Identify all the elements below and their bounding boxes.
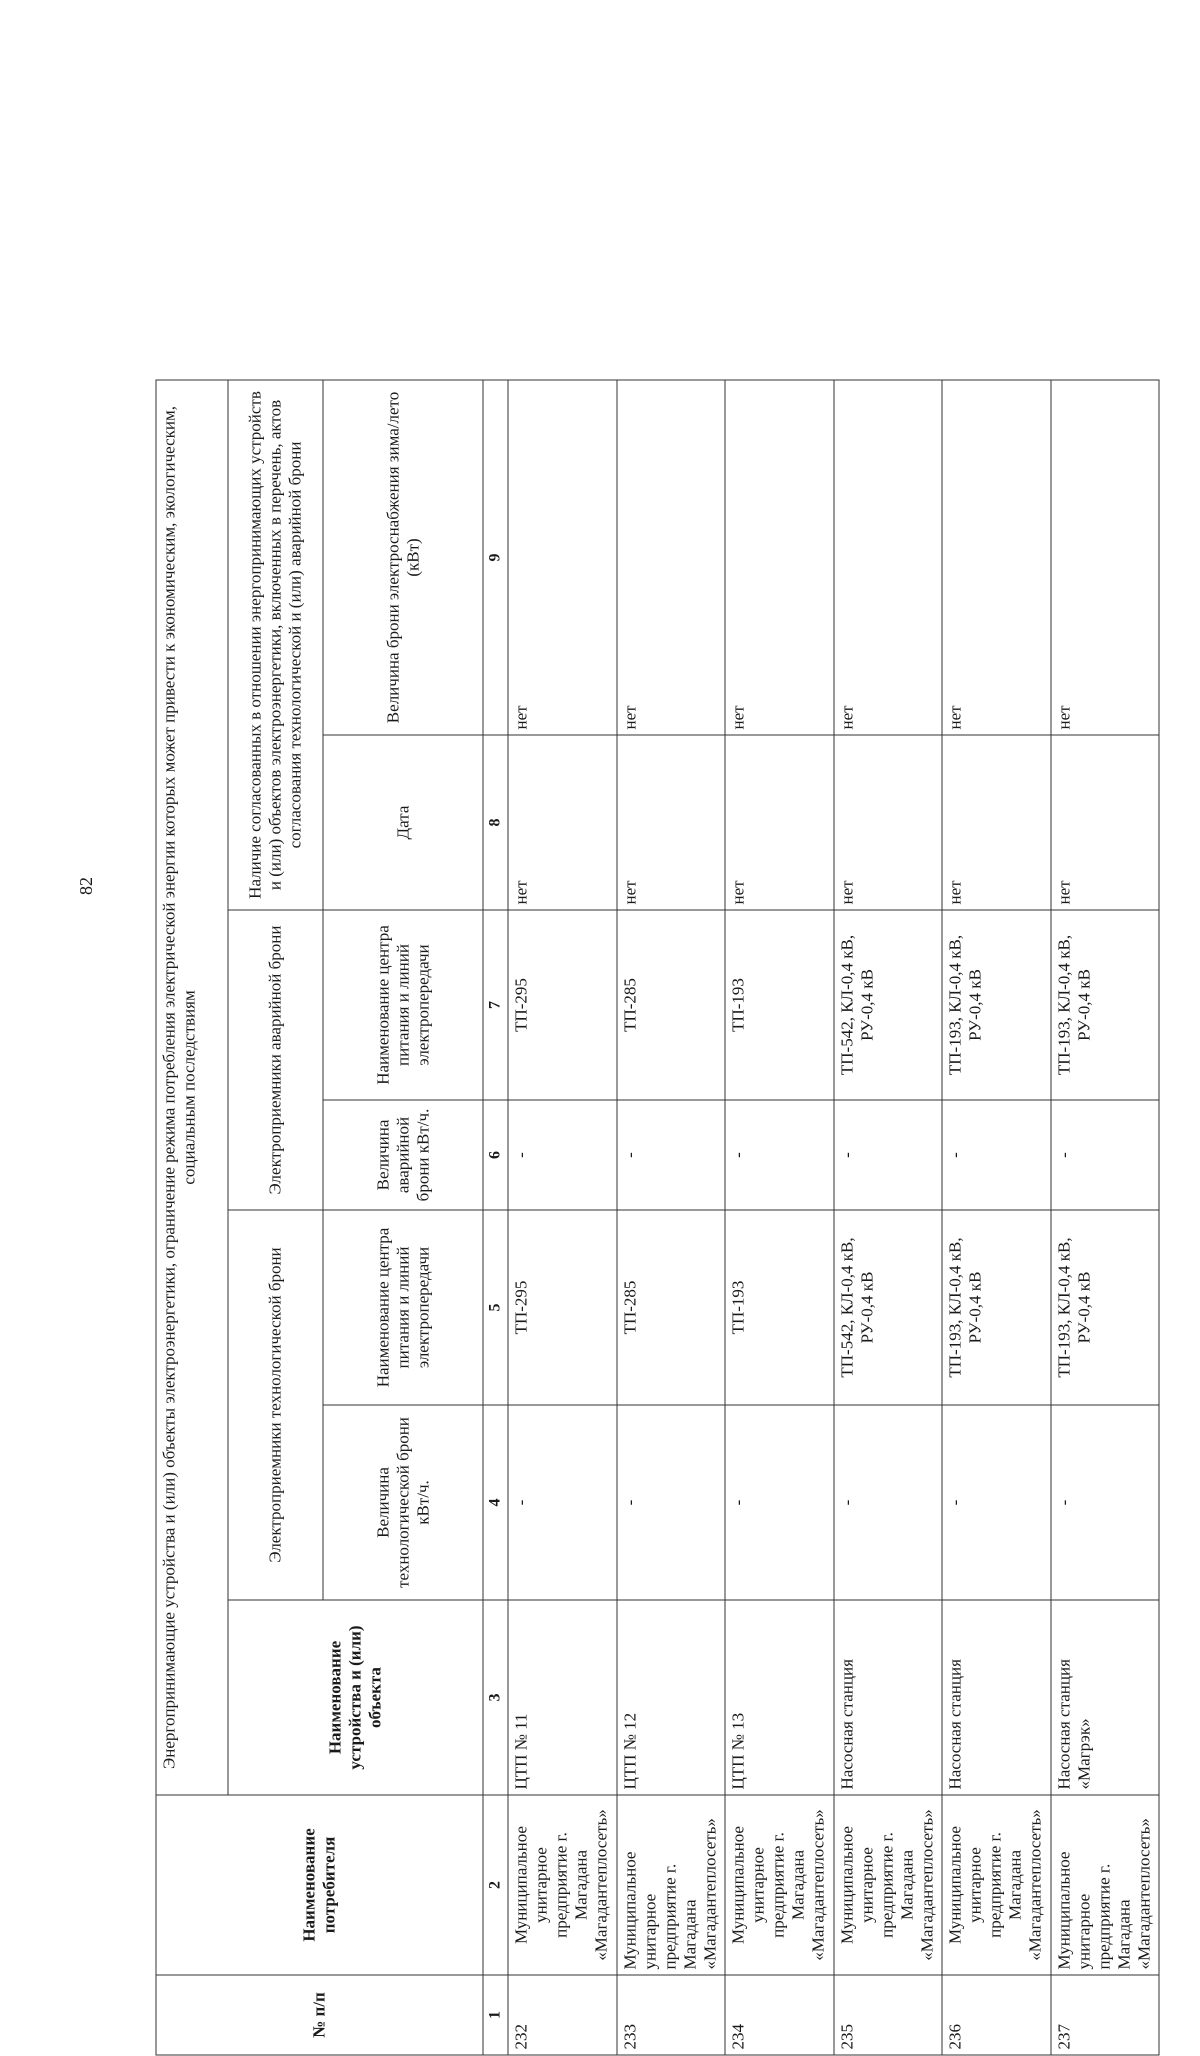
tech-reserve-value: - — [834, 1405, 943, 1600]
consumer-name: Муниципальное унитарное предприятие г. Магадана «Магадантеплосеть» — [617, 1795, 726, 1975]
header-date: Дата — [323, 735, 483, 910]
column-number: 4 — [483, 1405, 508, 1600]
object-name: ЦТП № 11 — [508, 1600, 617, 1795]
row-number: 232 — [508, 1975, 617, 2055]
column-number: 5 — [483, 1210, 508, 1405]
object-name: ЦТП № 13 — [725, 1600, 834, 1795]
header-emerg-center: Наименование центра питания и линий электропередачи — [323, 910, 483, 1100]
agreement-date: нет — [834, 735, 943, 910]
emergency-reserve-value: - — [725, 1100, 834, 1210]
agreement-date: нет — [942, 735, 1051, 910]
header-object: Наименование устройства и (или) объекта — [228, 1600, 483, 1795]
table-row — [725, 380, 834, 2055]
tech-power-center: ТП-193, КЛ-0,4 кВ, РУ-0,4 кВ — [1051, 1210, 1160, 1405]
column-number: 3 — [483, 1600, 508, 1795]
emergency-reserve-value: - — [617, 1100, 726, 1210]
header-emerg-value: Величина аварийной брони кВт/ч. — [323, 1100, 483, 1210]
agreement-date: нет — [508, 735, 617, 910]
table-row — [834, 380, 943, 2055]
tech-power-center: ТП-295 — [508, 1210, 617, 1405]
tech-power-center: ТП-542, КЛ-0,4 кВ, РУ-0,4 кВ — [834, 1210, 943, 1405]
object-name: Насосная станция «Магрэк» — [1051, 1600, 1160, 1795]
emergency-power-center: ТП-542, КЛ-0,4 кВ, РУ-0,4 кВ — [834, 910, 943, 1100]
agreement-date: нет — [1051, 735, 1160, 910]
column-number: 2 — [483, 1795, 508, 1975]
tech-reserve-value: - — [725, 1405, 834, 1600]
agreement-date: нет — [617, 735, 726, 910]
emergency-power-center: ТП-295 — [508, 910, 617, 1100]
tech-reserve-value: - — [1051, 1405, 1160, 1600]
row-number: 236 — [942, 1975, 1051, 2055]
row-number: 233 — [617, 1975, 726, 2055]
emergency-reserve-value: - — [508, 1100, 617, 1210]
object-name: Насосная станция — [942, 1600, 1051, 1795]
column-number: 6 — [483, 1100, 508, 1210]
consumer-name: Муниципальное унитарное предприятие г. Магадана «Магадантеплосеть» — [942, 1795, 1051, 1975]
column-number: 8 — [483, 735, 508, 910]
tech-power-center: ТП-193, КЛ-0,4 кВ, РУ-0,4 кВ — [942, 1210, 1051, 1405]
header-tech-center: Наименование центра питания и линий электропередачи — [323, 1210, 483, 1405]
reserve-value: нет — [725, 380, 834, 735]
column-number: 7 — [483, 910, 508, 1100]
tech-reserve-value: - — [617, 1405, 726, 1600]
header-number: № п/п — [156, 1975, 483, 2055]
reserve-table — [156, 379, 1160, 2055]
consumer-name: Муниципальное унитарное предприятие г. Магадана «Магадантеплосеть» — [508, 1795, 617, 1975]
header-tech-value: Величина технологической брони кВт/ч. — [323, 1405, 483, 1600]
column-number-row — [483, 380, 508, 2055]
row-number: 234 — [725, 1975, 834, 2055]
emergency-power-center: ТП-285 — [617, 910, 726, 1100]
emergency-power-center: ТП-193, КЛ-0,4 кВ, РУ-0,4 кВ — [1051, 910, 1160, 1100]
reserve-value: нет — [617, 380, 726, 735]
consumer-name: Муниципальное унитарное предприятие г. Магадана «Магадантеплосеть» — [1051, 1795, 1160, 1975]
object-name: ЦТП № 12 — [617, 1600, 726, 1795]
emergency-power-center: ТП-193, КЛ-0,4 кВ, РУ-0,4 кВ — [942, 910, 1051, 1100]
reserve-value: нет — [834, 380, 943, 735]
row-number: 237 — [1051, 1975, 1160, 2055]
header-consumer: Наименование потребителя — [156, 1795, 483, 1975]
emergency-power-center: ТП-193 — [725, 910, 834, 1100]
reserve-value: нет — [942, 380, 1051, 735]
tech-reserve-value: - — [942, 1405, 1051, 1600]
emergency-reserve-value: - — [942, 1100, 1051, 1210]
reserve-value: нет — [508, 380, 617, 735]
object-name: Насосная станция — [834, 1600, 943, 1795]
header-group-agreed: Наличие согласованных в отношении энергопринимающих устройств и (или) объектов электроэнергетики, включенных в перечень, актов согласования технологической и (или) аварийной брони — [228, 380, 323, 910]
table-row — [942, 380, 1051, 2055]
consumer-name: Муниципальное унитарное предприятие г. Магадана «Магадантеплосеть» — [725, 1795, 834, 1975]
table-caption: Энергопринимающие устройства и (или) объекты электроэнергетики, ограничение режима потребления электрической энергии которых может привести к экономическим, экологическим, социальным последствиям — [156, 380, 228, 1795]
table-row — [617, 380, 726, 2055]
header-group-emerg: Электроприемники аварийной брони — [228, 910, 323, 1210]
emergency-reserve-value: - — [834, 1100, 943, 1210]
consumer-name: Муниципальное унитарное предприятие г. Магадана «Магадантеплосеть» — [834, 1795, 943, 1975]
table-row — [508, 380, 617, 2055]
agreement-date: нет — [725, 735, 834, 910]
table-row — [1051, 380, 1160, 2055]
row-number: 235 — [834, 1975, 943, 2055]
tech-power-center: ТП-193 — [725, 1210, 834, 1405]
tech-power-center: ТП-285 — [617, 1210, 726, 1405]
reserve-value: нет — [1051, 380, 1160, 735]
header-reserve-value: Величина брони электроснабжения зима/лето (кВт) — [323, 380, 483, 735]
column-number: 9 — [483, 380, 508, 735]
header-group-tech: Электроприемники технологической брони — [228, 1210, 323, 1600]
emergency-reserve-value: - — [1051, 1100, 1160, 1210]
rotated-table-sheet — [156, 381, 1160, 2056]
tech-reserve-value: - — [508, 1405, 617, 1600]
column-number: 1 — [483, 1975, 508, 2055]
page-number: 82 — [76, 877, 96, 895]
